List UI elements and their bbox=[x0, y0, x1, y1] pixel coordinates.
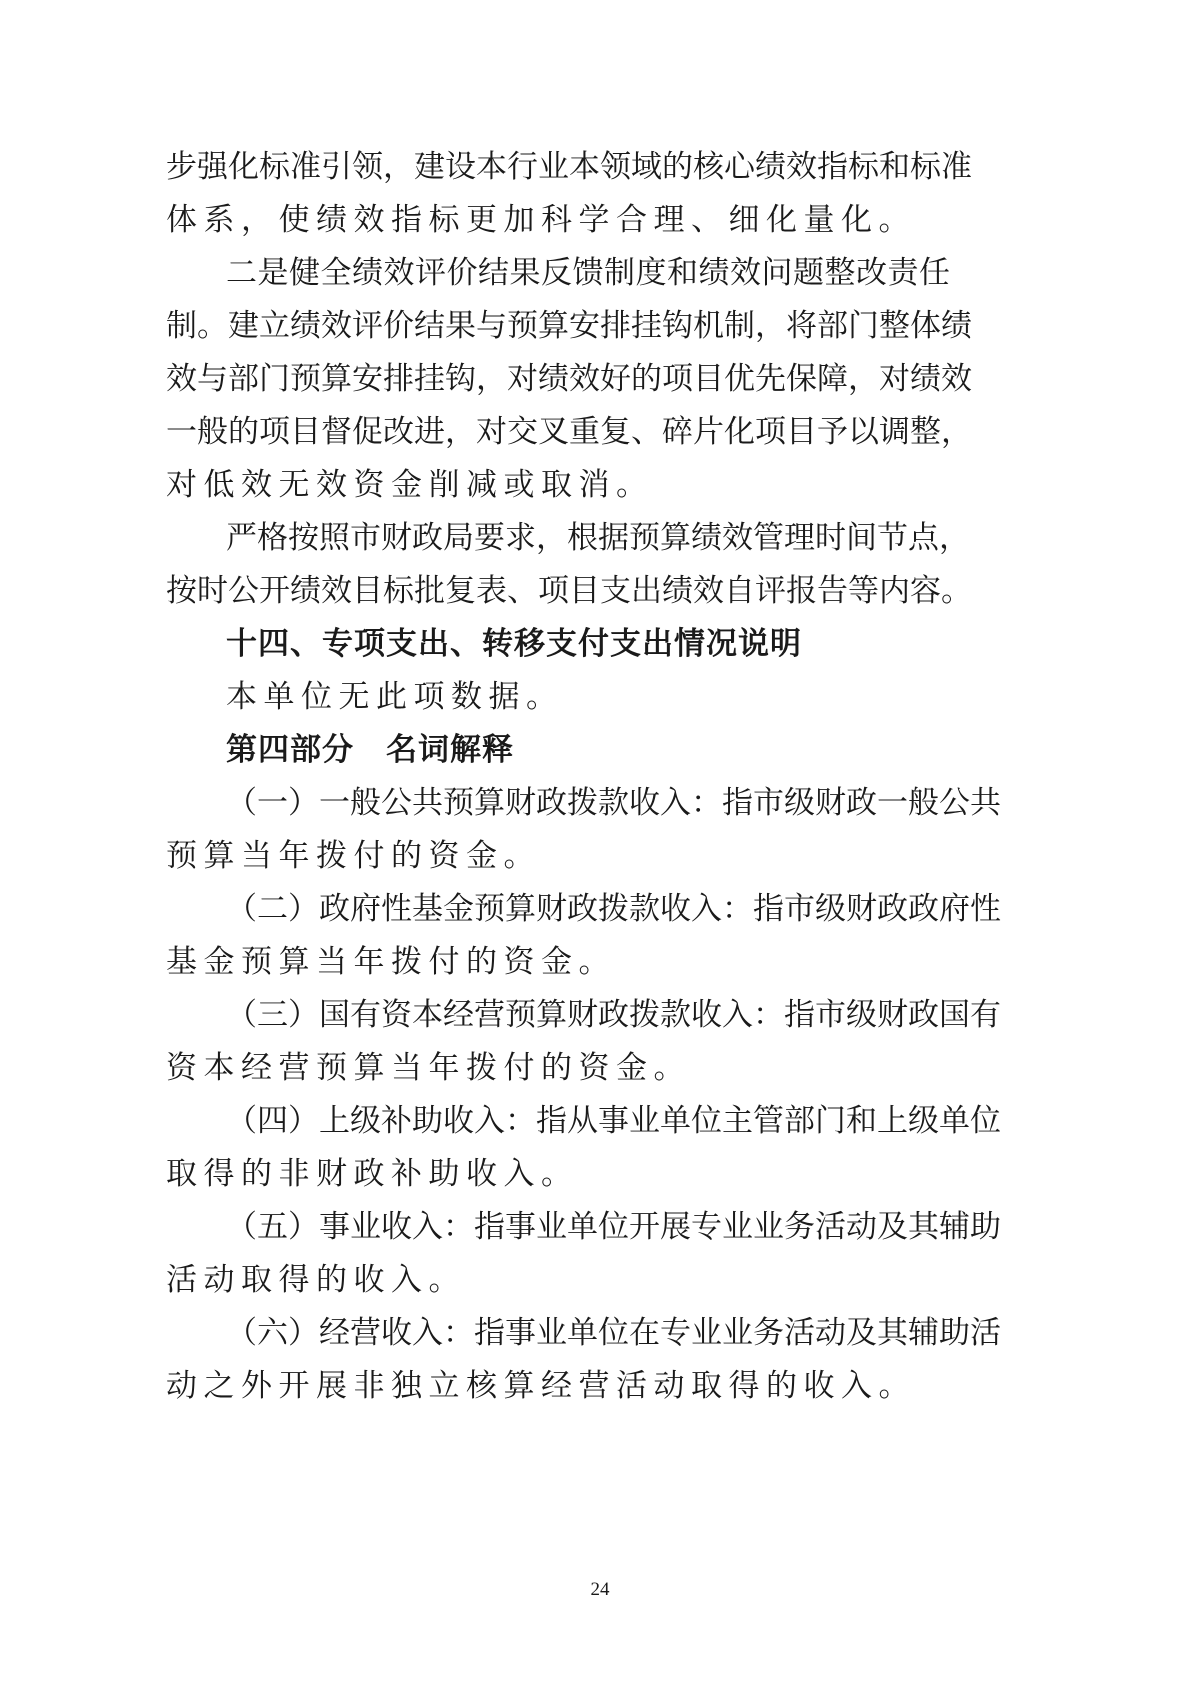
text-line bbox=[0, 518, 1200, 558]
text-line bbox=[0, 147, 1200, 187]
text-line bbox=[0, 200, 1200, 240]
part-heading bbox=[0, 730, 1200, 770]
line-text: 动之外开展非独立核算经营活动取得的收入。 bbox=[166, 1368, 916, 1404]
line-text: 基金预算当年拨付的资金。 bbox=[166, 944, 616, 980]
line-text: 按时公开绩效目标批复表、项目支出绩效自评报告等内容。 bbox=[166, 573, 972, 609]
line-text: 严格按照市财政局要求，根据预算绩效管理时间节点， bbox=[226, 520, 970, 556]
text-line bbox=[0, 995, 1200, 1035]
section-heading bbox=[0, 624, 1200, 664]
section-heading-text: 十四、专项支出、转移支付支出情况说明 bbox=[226, 626, 802, 662]
line-text: 二是健全绩效评价结果反馈制度和绩效问题整改责任 bbox=[226, 255, 950, 291]
text-line bbox=[0, 1207, 1200, 1247]
text-line bbox=[0, 1260, 1200, 1300]
line-text: （一）一般公共预算财政拨款收入：指市级财政一般公共 bbox=[226, 785, 1001, 821]
line-text: 预算当年拨付的资金。 bbox=[166, 838, 541, 874]
text-line bbox=[0, 571, 1200, 611]
line-text: 效与部门预算安排挂钩，对绩效好的项目优先保障，对绩效 bbox=[166, 361, 972, 397]
line-text: 资本经营预算当年拨付的资金。 bbox=[166, 1050, 691, 1086]
line-text: 本单位无此项数据。 bbox=[226, 679, 564, 715]
text-line bbox=[0, 412, 1200, 452]
line-text: （四）上级补助收入：指从事业单位主管部门和上级单位 bbox=[226, 1103, 1001, 1139]
text-line bbox=[0, 1048, 1200, 1088]
line-text: （五）事业收入：指事业单位开展专业业务活动及其辅助 bbox=[226, 1209, 1001, 1245]
text-line bbox=[0, 1101, 1200, 1141]
text-line bbox=[0, 889, 1200, 929]
text-line bbox=[0, 306, 1200, 346]
text-line bbox=[0, 1313, 1200, 1353]
line-text: 对低效无效资金削减或取消。 bbox=[166, 467, 654, 503]
line-text: 制。建立绩效评价结果与预算安排挂钩机制，将部门整体绩 bbox=[166, 308, 972, 344]
text-line bbox=[0, 1366, 1200, 1406]
text-line bbox=[0, 465, 1200, 505]
line-text: （六）经营收入：指事业单位在专业业务活动及其辅助活 bbox=[226, 1315, 1001, 1351]
text-line bbox=[0, 783, 1200, 823]
text-line bbox=[0, 942, 1200, 982]
line-text: 体系，使绩效指标更加科学合理、细化量化。 bbox=[166, 202, 916, 238]
text-line bbox=[0, 836, 1200, 876]
text-line bbox=[0, 253, 1200, 293]
line-text: 一般的项目督促改进，对交叉重复、碎片化项目予以调整， bbox=[166, 414, 972, 450]
text-line bbox=[0, 1154, 1200, 1194]
line-text: 活动取得的收入。 bbox=[166, 1262, 466, 1298]
page-number: 24 bbox=[590, 1579, 610, 1600]
text-line bbox=[0, 677, 1200, 717]
part-heading-text: 第四部分 名词解释 bbox=[226, 732, 514, 768]
text-line bbox=[0, 359, 1200, 399]
line-text: （三）国有资本经营预算财政拨款收入：指市级财政国有 bbox=[226, 997, 1001, 1033]
line-text: 步强化标准引领，建设本行业本领域的核心绩效指标和标准 bbox=[166, 149, 972, 185]
line-text: （二）政府性基金预算财政拨款收入：指市级财政政府性 bbox=[226, 891, 1001, 927]
line-text: 取得的非财政补助收入。 bbox=[166, 1156, 579, 1192]
